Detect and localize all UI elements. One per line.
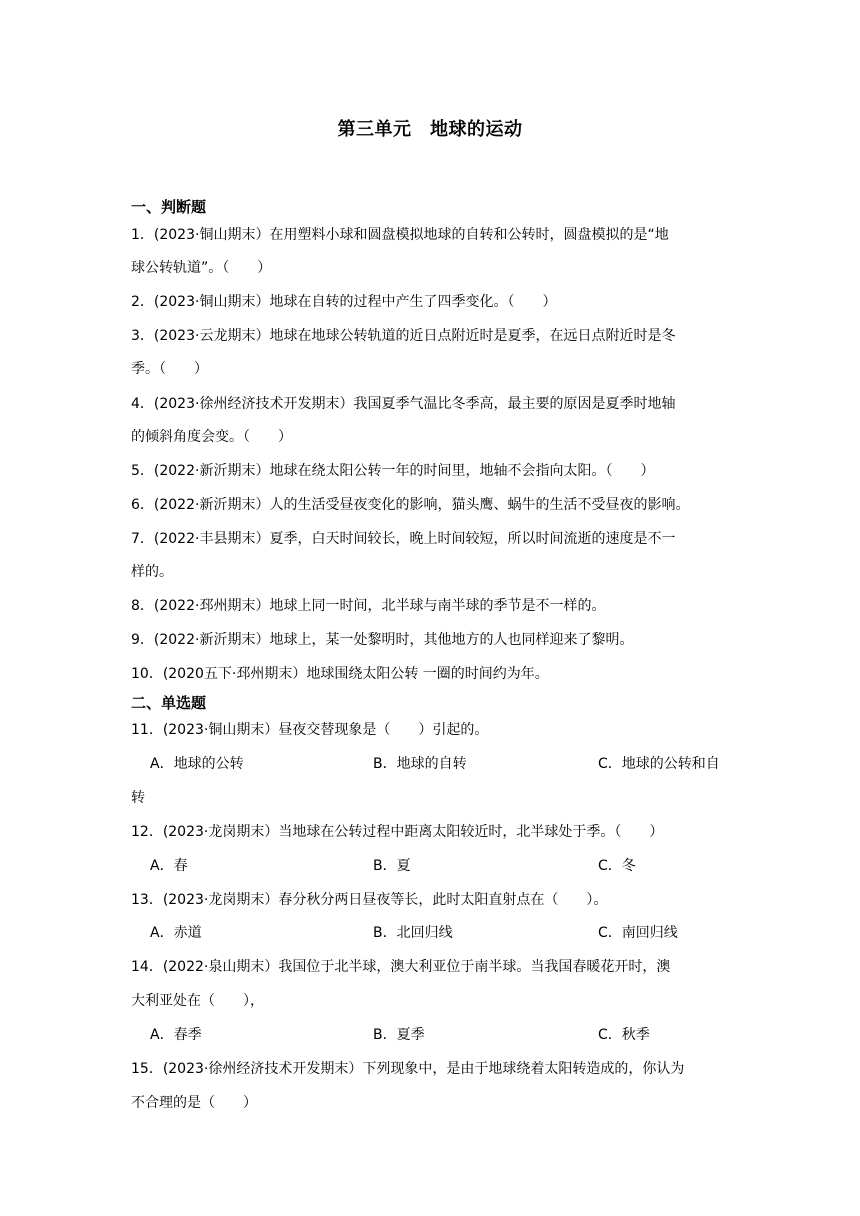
question-12-option-b: B．夏 — [373, 858, 411, 874]
question-1-line-2: 球公转轨道”。（ ） — [131, 260, 272, 276]
question-11-option-c-continued: 转 — [131, 790, 145, 806]
question-3-line-1: 3．(2023·云龙期末）地球在地球公转轨道的近日点附近时是夏季，在远日点附近时是冬 — [131, 328, 676, 344]
question-11-option-a: A．地球的公转 — [150, 756, 244, 772]
question-7-line-1: 7．(2022·丰县期末）夏季，白天时间较长，晚上时间较短，所以时间流逝的速度是不一 — [131, 531, 676, 547]
question-13-option-b: B．北回归线 — [373, 925, 453, 941]
question-4-line-2: 的倾斜角度会变。（ ） — [131, 429, 292, 445]
question-8: 8．(2022·邳州期末）地球上同一时间，北半球与南半球的季节是不一样的。 — [131, 598, 606, 614]
question-12-stem: 12．(2023·龙岗期末）当地球在公转过程中距离太阳较近时，北半球处于季。（ ） — [131, 824, 664, 840]
question-4-line-1: 4．(2023·徐州经济技术开发期末）我国夏季气温比冬季高，最主要的原因是夏季时地轴 — [131, 396, 676, 412]
question-3-line-2: 季。（ ） — [131, 361, 208, 377]
section-heading-choice: 二、单选题 — [131, 694, 207, 712]
question-5: 5．(2022·新沂期末）地球在绕太阳公转一年的时间里，地轴不会指向太阳。（ ） — [131, 463, 655, 479]
question-10: 10．(2020五下·邳州期末）地球围绕太阳公转 一圈的时间约为年。 — [131, 666, 549, 682]
page-title: 第三单元 地球的运动 — [337, 119, 523, 140]
question-12-option-a: A．春 — [150, 858, 188, 874]
question-12-option-c: C．冬 — [598, 858, 636, 874]
question-14-line-1: 14．(2022·泉山期末）我国位于北半球，澳大利亚位于南半球。当我国春暖花开时，澳 — [131, 959, 671, 975]
question-15-line-2: 不合理的是（ ） — [131, 1095, 257, 1111]
question-14-option-b: B．夏季 — [373, 1027, 425, 1043]
question-11-option-c: C．地球的公转和自 — [598, 756, 720, 772]
question-13-option-a: A．赤道 — [150, 925, 202, 941]
question-11-option-b: B．地球的自转 — [373, 756, 467, 772]
question-11-stem: 11．(2023·铜山期末）昼夜交替现象是（ ）引起的。 — [131, 722, 489, 738]
question-1-line-1: 1．(2023·铜山期末）在用塑料小球和圆盘模拟地球的自转和公转时，圆盘模拟的是“地 — [131, 227, 669, 243]
question-13-stem: 13．(2023·龙岗期末）春分秋分两日昼夜等长，此时太阳直射点在（ ）。 — [131, 892, 608, 908]
question-9: 9．(2022·新沂期末）地球上，某一处黎明时，其他地方的人也同样迎来了黎明。 — [131, 632, 634, 648]
question-14-line-2: 大利亚处在（ ）， — [131, 993, 264, 1009]
question-7-line-2: 样的。 — [131, 564, 173, 580]
question-13-option-c: C．南回归线 — [598, 925, 678, 941]
question-14-option-c: C．秋季 — [598, 1027, 650, 1043]
section-heading-judge: 一、判断题 — [131, 198, 207, 216]
question-15-line-1: 15．(2023·徐州经济技术开发期末）下列现象中，是由于地球绕着太阳转造成的，你认为 — [131, 1061, 685, 1077]
question-6: 6．(2022·新沂期末）人的生活受昼夜变化的影响，猫头鹰、蜗牛的生活不受昼夜的影响。 — [131, 497, 690, 513]
question-14-option-a: A．春季 — [150, 1027, 202, 1043]
question-2: 2．(2023·铜山期末）地球在自转的过程中产生了四季变化。（ ） — [131, 294, 557, 310]
